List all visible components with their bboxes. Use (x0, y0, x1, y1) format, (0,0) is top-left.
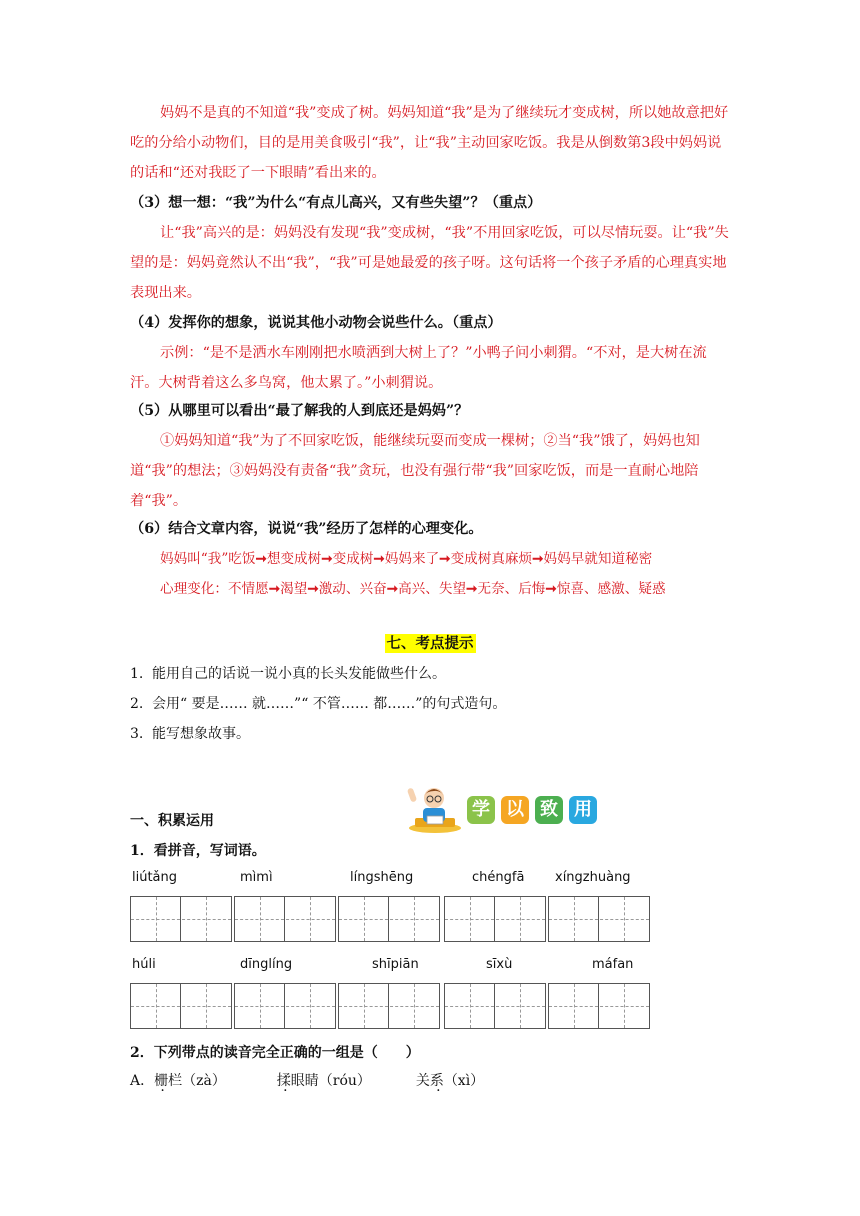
arrow-icon: ➞ (307, 581, 319, 597)
question-6-label: （6）结合文章内容，说说“我”经历了怎样的心理变化。 (130, 521, 483, 537)
arrow-icon: ➞ (386, 581, 399, 597)
question-4-answer: 示例：“是不是洒水车刚刚把水喷洒到大树上了？”小鸭子问小刺猬。“不对，是大树在流汗。大树背着这么多鸟窝，他太累了。”小刺猬说。 (130, 345, 707, 391)
question-1-label: 1．看拼音，写词语。 (130, 843, 266, 859)
event-step: 变成树 (332, 551, 374, 567)
writing-grid[interactable] (234, 983, 336, 1029)
writing-grid[interactable] (130, 896, 232, 942)
question-3-label: （3）想一想：“我”为什么“有点儿高兴，又有些失望”？（重点） (130, 195, 542, 211)
student-reading-icon (405, 782, 463, 834)
event-step: 变成树真麻烦 (450, 551, 533, 567)
question-3-answer: 让“我”高兴的是：妈妈没有发现“我”变成树，“我”不用回家吃饭，可以尽情玩耍。让“我”失望的是：妈妈竟然认不出“我”，“我”可是她最爱的孩子呀。这句话将一个孩子矛盾的心理真实地表现出来。 (130, 225, 729, 301)
emotion-step: 激动、兴奋 (318, 581, 387, 597)
dotted-char: 系 (429, 1073, 444, 1089)
question-5-answer: ①妈妈知道“我”为了不回家吃饭，能继续玩耍而变成一棵树；②当“我”饿了，妈妈也知道“我”的想法；③妈妈没有责备“我”贪玩，也没有强行带“我”回家吃饭，而是一直耐心地陪着“我”。 (130, 433, 700, 509)
option-word-pre: 关 (415, 1073, 430, 1089)
writing-grid[interactable] (444, 983, 546, 1029)
option-word-rest: 栏（zà） (168, 1073, 226, 1089)
emotion-step: 不情愿 (227, 581, 269, 597)
arrow-icon: ➞ (373, 551, 385, 567)
arrow-icon: ➞ (545, 581, 557, 597)
writing-grid[interactable] (130, 983, 232, 1029)
banner-char: 用 (569, 796, 597, 824)
answer-paragraph-1: 妈妈不是真的不知道“我”变成了树。妈妈知道“我”是为了继续玩才变成树，所以她故意把好吃的分给小动物们，目的是用美食吸引“我”，让“我”主动回家吃饭。我是从倒数第3段中妈妈说的话和“还对我眨了一下眼睛”看出来的。 (130, 105, 729, 181)
arrow-icon: ➞ (268, 581, 281, 597)
emotion-step: 渴望 (280, 581, 308, 597)
question-5-label: （5）从哪里可以看出“最了解我的人到底还是妈妈”？ (130, 403, 469, 419)
dotted-char: 栅 (154, 1073, 169, 1089)
pinyin-label: chéngfā (472, 870, 525, 885)
pinyin-label: língshēng (350, 870, 414, 885)
pinyin-label: mìmì (240, 870, 273, 885)
option-a-row (130, 1070, 484, 1090)
tip-item: 2. 会用“ 要是…… 就……”“ 不管…… 都……”的句式造句。 (130, 696, 507, 712)
dotted-char: 揉 (276, 1073, 291, 1089)
writing-grid[interactable] (548, 983, 650, 1029)
writing-grid[interactable] (338, 896, 440, 942)
banner-char: 学 (467, 796, 495, 824)
option-a-label: A． (130, 1073, 155, 1089)
part-title: 一、积累运用 (130, 813, 214, 829)
pinyin-label: húli (132, 957, 156, 972)
pinyin-label: xíngzhuàng (555, 870, 631, 885)
banner-char: 以 (501, 796, 529, 824)
study-banner (405, 782, 605, 834)
pinyin-label: liútǎng (132, 870, 178, 885)
feelings-sequence-emotions (160, 574, 740, 604)
pinyin-label: sīxù (486, 957, 513, 972)
section-7-title: 七、考点提示 (386, 635, 474, 652)
feelings-sequence-events (160, 544, 740, 574)
event-step: 妈妈来了 (384, 551, 440, 567)
event-step: 想变成树 (266, 551, 322, 567)
tip-item: 1. 能用自己的话说一说小真的长头发能做些什么。 (130, 666, 446, 682)
emotion-step: 无奈、后悔 (477, 581, 546, 597)
event-step: 妈妈早就知道秘密 (543, 551, 653, 567)
writing-grid[interactable] (444, 896, 546, 942)
option-word-rest: （xì） (443, 1073, 485, 1089)
arrow-icon: ➞ (532, 551, 544, 567)
writing-grid[interactable] (548, 896, 650, 942)
pinyin-label: dīnglíng (240, 957, 293, 972)
arrow-icon: ➞ (255, 551, 267, 567)
pinyin-label: shīpiān (372, 957, 419, 972)
writing-grid[interactable] (338, 983, 440, 1029)
emotion-prefix: 心理变化： (160, 581, 228, 597)
question-2-label: 2．下列带点的读音完全正确的一组是（ ） (130, 1045, 420, 1061)
question-4-label: （4）发挥你的想象，说说其他小动物会说些什么。（重点） (130, 315, 502, 331)
emotion-step: 高兴、失望 (398, 581, 467, 597)
option-word-rest: 眼睛（róu） (290, 1073, 371, 1089)
emotion-step: 惊喜、感激、疑惑 (556, 581, 666, 597)
writing-grid[interactable] (234, 896, 336, 942)
arrow-icon: ➞ (321, 551, 333, 567)
tip-item: 3. 能写想象故事。 (130, 726, 250, 742)
pinyin-label: máfan (592, 957, 634, 972)
event-step: 妈妈叫“我”吃饭 (160, 551, 256, 567)
arrow-icon: ➞ (466, 581, 478, 597)
arrow-icon: ➞ (439, 551, 451, 567)
banner-char: 致 (535, 796, 563, 824)
